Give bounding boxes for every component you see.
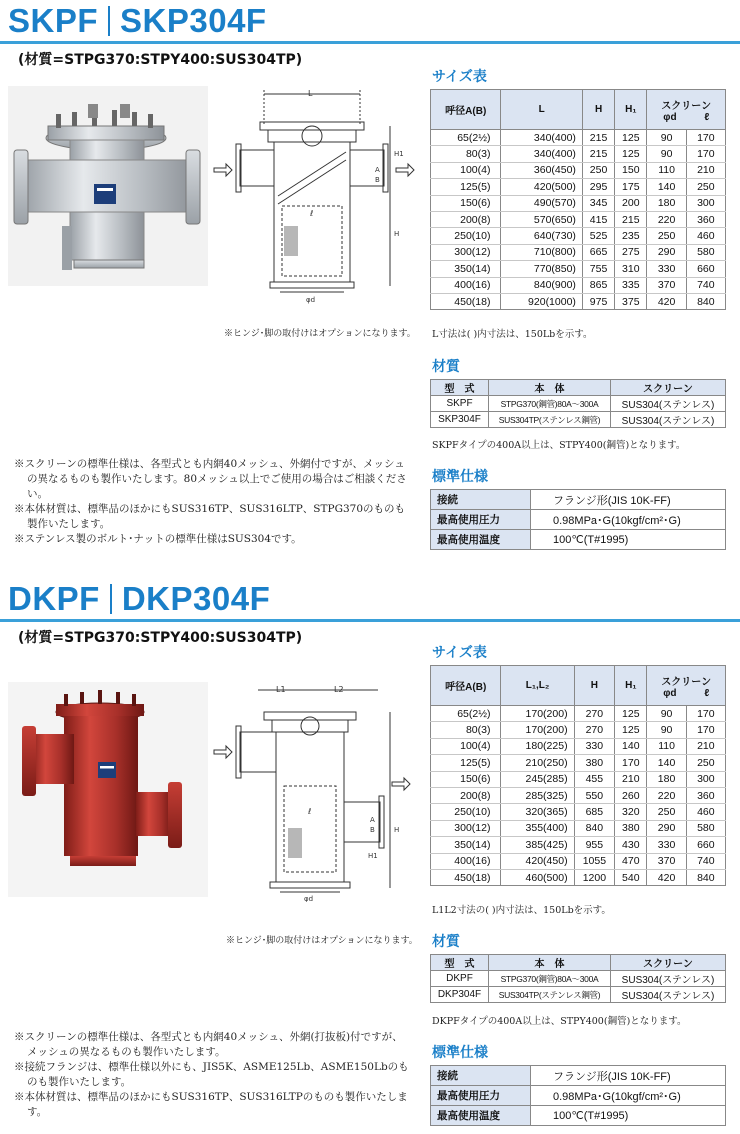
table-row [431,820,726,836]
table-cell: 490(570) [501,195,582,211]
table-cell: SUS304(ステンレス) [611,971,726,987]
table-row [431,277,726,293]
title-left: SKPF [8,2,99,39]
material-table-body [431,971,726,1003]
table-row [431,396,726,412]
table-row [431,853,726,869]
col-nominal: 呼径A(B) [431,666,501,706]
table-cell: 90 [647,146,686,162]
table-cell: 170 [686,722,725,738]
screen-phid: φd [663,687,677,699]
table-cell: 300 [686,771,725,787]
table-row [431,412,726,428]
table-cell: 330 [647,261,686,277]
label-B: B [370,826,375,834]
table-row [431,261,726,277]
table-cell: 400(16) [431,277,501,293]
note-item: ※ステンレス製のボルト･ナットの標準仕様はSUS304です。 [14,533,302,545]
size-table [430,89,726,310]
std-spec-table [430,1065,726,1126]
table-cell: SUS304(ステンレス) [611,412,726,428]
table-cell: 250(10) [431,804,501,820]
table-cell: 340(400) [501,130,582,146]
table-cell: 80(3) [431,722,501,738]
table-cell: 150(6) [431,771,501,787]
table-cell: 245(285) [501,771,574,787]
product-title [8,580,270,618]
material-line: (材質=STPG370:STPY400:SUS304TP) [18,52,303,68]
title-right: DKP304F [121,580,271,617]
table-cell: 215 [615,211,647,227]
table-cell: 840 [686,293,725,309]
table-cell: 175 [615,179,647,195]
option-note: ※ヒンジ･脚の取付けはオプションになります。 [224,329,416,339]
spec-value: 0.98MPa･G(10kgf/cm²･G) [531,510,726,530]
screen-phid: φd [663,111,677,123]
table-cell: SUS304(ステンレス) [611,396,726,412]
material-table [430,954,726,1003]
table-cell: 865 [582,277,614,293]
size-table-body [431,706,726,886]
table-cell: 460 [686,804,725,820]
dimension-drawing [210,682,420,902]
table-row [431,755,726,771]
label-A: A [375,166,380,174]
table-cell: 140 [647,179,686,195]
col-H1: H₁ [615,666,647,706]
table-row [431,293,726,309]
col-screen-material: スクリーン [611,955,726,971]
table-cell: 65(2½) [431,706,501,722]
table-row [431,211,726,227]
table-cell: 90 [647,130,686,146]
spec-value: フランジ形(JIS 10K-FF) [531,1066,726,1086]
table-cell: 140 [647,755,686,771]
col-body: 本 体 [489,955,611,971]
table-cell: 335 [615,277,647,293]
title-left: DKPF [8,580,100,617]
table-row [431,738,726,754]
table-cell: 330 [574,738,615,754]
table-cell: 275 [615,244,647,260]
size-note: L寸法は( )内寸法は、150Lbを示す。 [432,329,593,340]
label-phid: φd [304,895,314,902]
table-cell: 360 [686,211,725,227]
table-cell: 955 [574,837,615,853]
table-cell: 100(4) [431,162,501,178]
spec-key: 最高使用温度 [431,1106,531,1126]
material-table-header [431,380,726,396]
spec-key: 接続 [431,1066,531,1086]
label-L2: L2 [334,685,344,694]
screen-ell: ℓ [704,111,710,123]
spec-key: 最高使用圧力 [431,1086,531,1106]
table-cell: DKPF [431,971,489,987]
table-cell: 250 [582,162,614,178]
table-cell: 370 [647,853,686,869]
table-cell: 290 [647,244,686,260]
label-H: H [394,230,400,238]
table-cell: 975 [582,293,614,309]
table-cell: 400(16) [431,853,501,869]
product-photo-stainless [8,86,208,286]
table-cell: 420(450) [501,853,574,869]
table-cell: 740 [686,277,725,293]
table-cell: 310 [615,261,647,277]
col-screen [647,90,726,130]
col-H1: H₁ [615,90,647,130]
table-cell: 355(400) [501,820,574,836]
table-row [431,130,726,146]
table-cell: 385(425) [501,837,574,853]
table-row [431,987,726,1003]
screen-label: スクリーン [661,676,712,688]
table-cell: 210(250) [501,755,574,771]
table-cell: 420 [647,869,686,885]
table-cell: 220 [647,211,686,227]
table-cell: 755 [582,261,614,277]
table-cell: 550 [574,787,615,803]
table-cell: STPG370(鋼管)80A～300A [489,971,611,987]
spec-value: 100℃(T#1995) [531,530,726,550]
spec-row [431,490,726,510]
material-note: SKPFタイプの400A以上は、STPY400(鋼管)となります。 [432,440,686,451]
table-cell: 200(8) [431,787,501,803]
table-cell: 170(200) [501,706,574,722]
table-cell: 285(325) [501,787,574,803]
material-heading: 材質 [432,934,460,950]
std-spec-heading: 標準仕様 [432,469,488,485]
table-row [431,706,726,722]
title-bar [0,578,740,622]
table-row [431,146,726,162]
table-cell: 660 [686,261,725,277]
table-row [431,162,726,178]
table-cell: 235 [615,228,647,244]
table-cell: 200(8) [431,211,501,227]
table-cell: DKP304F [431,987,489,1003]
spec-row [431,1066,726,1086]
table-cell: 180 [647,195,686,211]
table-row [431,722,726,738]
table-cell: 210 [686,738,725,754]
table-cell: 450(18) [431,869,501,885]
table-cell: 540 [615,869,647,885]
table-cell: 470 [615,853,647,869]
table-cell: 340(400) [501,146,582,162]
spec-key: 接続 [431,490,531,510]
spec-value: 100℃(T#1995) [531,1106,726,1126]
material-table [430,379,726,428]
table-cell: 110 [647,738,686,754]
table-row [431,787,726,803]
spec-key: 最高使用圧力 [431,510,531,530]
table-cell: 375 [615,293,647,309]
size-note: L1L2寸法の( )内寸法は、150Lbを示す。 [432,905,611,916]
table-cell: 125(5) [431,755,501,771]
label-L1: L1 [276,685,286,694]
option-note: ※ヒンジ･脚の取付けはオプションになります。 [226,936,418,946]
notes [14,1030,410,1120]
screen-label: スクリーン [661,100,712,112]
table-cell: SUS304TP(ステンレス鋼管) [489,412,611,428]
table-cell: 210 [686,162,725,178]
table-cell: 455 [574,771,615,787]
size-table-header [431,90,726,130]
table-cell: 370 [647,277,686,293]
table-cell: 180(225) [501,738,574,754]
table-cell: 320 [615,804,647,820]
table-cell: 180 [647,771,686,787]
table-cell: 580 [686,820,725,836]
table-row [431,771,726,787]
table-cell: 1200 [574,869,615,885]
size-heading: サイズ表 [432,69,487,85]
table-cell: 295 [582,179,614,195]
table-cell: 125 [615,146,647,162]
table-cell: 460(500) [501,869,574,885]
table-cell: 1055 [574,853,615,869]
size-heading: サイズ表 [432,645,487,661]
product-title [8,2,267,40]
table-cell: 250(10) [431,228,501,244]
table-cell: STPG370(鋼管)80A～300A [489,396,611,412]
table-cell: 290 [647,820,686,836]
size-table [430,665,726,886]
spec-row [431,530,726,550]
col-screen-material: スクリーン [611,380,726,396]
note-item: ※本体材質は、標準品のほかにもSUS316TP、SUS316LTPのものも製作いたします。 [14,1091,408,1118]
table-row [431,804,726,820]
table-cell: 270 [574,706,615,722]
table-cell: 300(12) [431,820,501,836]
col-model: 型 式 [431,955,489,971]
table-cell: 415 [582,211,614,227]
table-cell: 360(450) [501,162,582,178]
table-cell: 665 [582,244,614,260]
table-cell: 250 [686,179,725,195]
col-H: H [582,90,614,130]
col-screen [647,666,726,706]
table-row [431,195,726,211]
table-cell: 430 [615,837,647,853]
dimension-drawing [210,86,420,306]
table-cell: 330 [647,837,686,853]
table-cell: 250 [647,804,686,820]
size-table-body [431,130,726,310]
table-cell: 150(6) [431,195,501,211]
table-cell: 350(14) [431,261,501,277]
table-cell: 300 [686,195,725,211]
table-cell: 170 [686,146,725,162]
table-cell: 420(500) [501,179,582,195]
table-cell: 380 [615,820,647,836]
title-rule [0,41,740,44]
table-cell: 150 [615,162,647,178]
table-cell: 685 [574,804,615,820]
table-cell: 100(4) [431,738,501,754]
table-cell: 260 [615,787,647,803]
table-cell: 450(18) [431,293,501,309]
spec-value: 0.98MPa･G(10kgf/cm²･G) [531,1086,726,1106]
table-cell: 110 [647,162,686,178]
table-cell: 360 [686,787,725,803]
material-heading: 材質 [432,359,460,375]
table-cell: 80(3) [431,146,501,162]
material-table-header [431,955,726,971]
table-cell: 640(730) [501,228,582,244]
table-cell: 170(200) [501,722,574,738]
col-model: 型 式 [431,380,489,396]
table-row [431,971,726,987]
table-cell: 380 [574,755,615,771]
table-cell: 770(850) [501,261,582,277]
table-cell: 125 [615,706,647,722]
table-cell: 270 [574,722,615,738]
title-bar [0,0,740,44]
col-H: H [574,666,615,706]
spec-row [431,1106,726,1126]
std-spec-table [430,489,726,550]
label-H1: H1 [368,852,378,860]
table-cell: SUS304TP(ステンレス鋼管) [489,987,611,1003]
spec-key: 最高使用温度 [431,530,531,550]
material-note: DKPFタイプの400A以上は、STPY400(鋼管)となります。 [432,1016,687,1027]
material-table-body [431,396,726,428]
table-row [431,837,726,853]
table-cell: 460 [686,228,725,244]
note-item: ※接続フランジは、標準仕様以外にも、JIS5K、ASME125Lb、ASME150Lbのものも製作いたします。 [14,1061,409,1088]
label-H1: H1 [394,150,404,158]
table-cell: SKP304F [431,412,489,428]
table-cell: 140 [615,738,647,754]
table-cell: 320(365) [501,804,574,820]
note-item: ※本体材質は、標準品のほかにもSUS316TP、SUS316LTP、STPG370のものも製作いたします。 [14,503,405,530]
table-cell: 300(12) [431,244,501,260]
section-dkpf [0,578,740,1134]
std-spec-heading: 標準仕様 [432,1045,488,1061]
label-H: H [394,826,400,834]
table-cell: 420 [647,293,686,309]
title-right: SKP304F [120,2,267,39]
table-cell: 710(800) [501,244,582,260]
table-cell: SUS304(ステンレス) [611,987,726,1003]
table-cell: 580 [686,244,725,260]
table-cell: 170 [615,755,647,771]
table-cell: 215 [582,146,614,162]
title-separator [108,6,110,36]
table-cell: 525 [582,228,614,244]
size-table-header [431,666,726,706]
table-row [431,228,726,244]
col-nominal: 呼径A(B) [431,90,501,130]
col-L1L2: L₁,L₂ [501,666,574,706]
notes [14,457,410,547]
table-cell: 220 [647,787,686,803]
material-line: (材質=STPG370:STPY400:SUS304TP) [18,630,303,646]
table-cell: 215 [582,130,614,146]
table-cell: 210 [615,771,647,787]
table-cell: 660 [686,837,725,853]
table-cell: 125 [615,722,647,738]
label-ell: ℓ [310,209,314,218]
title-separator [110,584,112,614]
label-phid: φd [306,296,316,304]
note-item: ※スクリーンの標準仕様は、各型式とも内網40メッシュ、外網付ですが、メッシュの異なるものも製作いたします。80メッシュ以上でご使用の場合はご相談ください。 [14,458,407,500]
table-cell: 570(650) [501,211,582,227]
col-body: 本 体 [489,380,611,396]
title-rule [0,619,740,622]
note-item: ※スクリーンの標準仕様は、各型式とも内網40メッシュ、外網(打抜板)付ですが、メッシュの異なるものも製作いたします。 [14,1031,403,1058]
spec-value: フランジ形(JIS 10K-FF) [531,490,726,510]
table-cell: 90 [647,706,686,722]
table-cell: 90 [647,722,686,738]
label-ell: ℓ [308,807,312,816]
table-cell: 840 [574,820,615,836]
table-cell: 345 [582,195,614,211]
table-cell: 125 [615,130,647,146]
screen-ell: ℓ [704,687,710,699]
table-cell: 200 [615,195,647,211]
table-row [431,244,726,260]
table-cell: 840 [686,869,725,885]
table-cell: SKPF [431,396,489,412]
table-cell: 350(14) [431,837,501,853]
table-cell: 250 [686,755,725,771]
label-B: B [375,176,380,184]
table-cell: 170 [686,706,725,722]
table-cell: 250 [647,228,686,244]
table-cell: 920(1000) [501,293,582,309]
spec-row [431,510,726,530]
table-row [431,179,726,195]
spec-row [431,1086,726,1106]
product-photo-red [8,682,208,897]
label-L: L [308,89,313,98]
table-cell: 840(900) [501,277,582,293]
table-cell: 125(5) [431,179,501,195]
label-A: A [370,816,375,824]
table-row [431,869,726,885]
table-cell: 170 [686,130,725,146]
table-cell: 740 [686,853,725,869]
col-L: L [501,90,582,130]
table-cell: 65(2½) [431,130,501,146]
